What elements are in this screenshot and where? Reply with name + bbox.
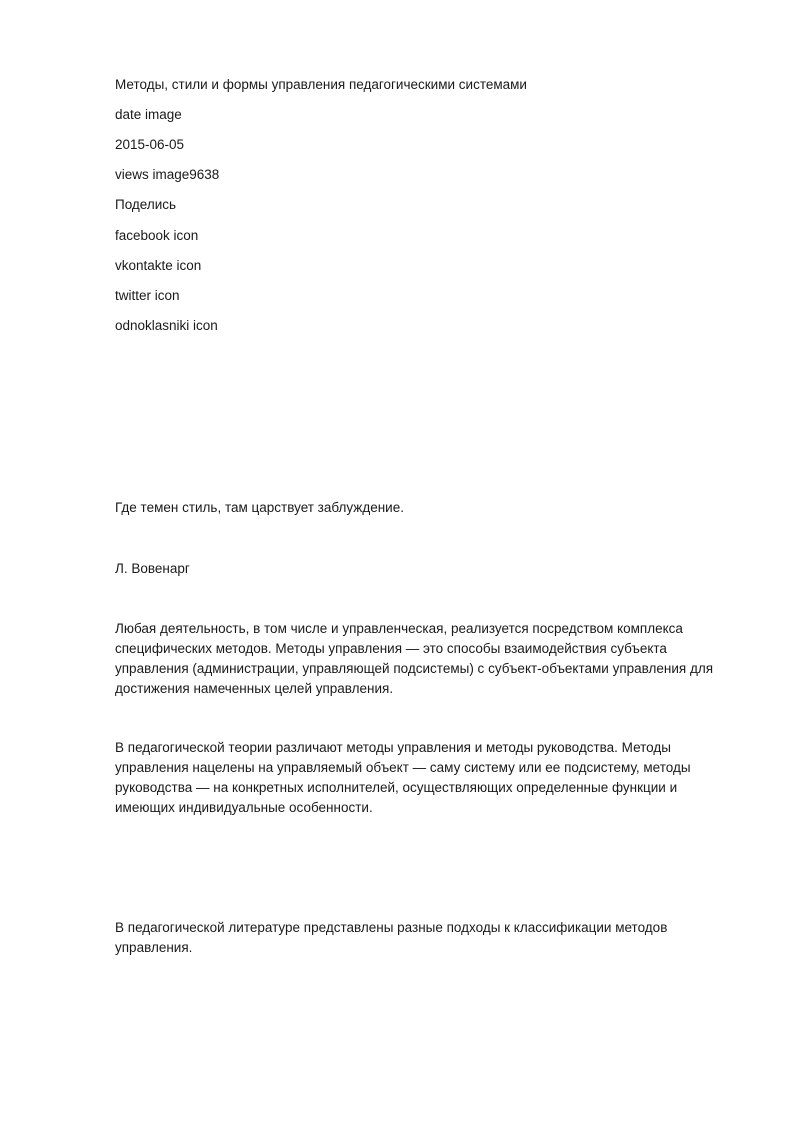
- paragraph-2: [115, 738, 725, 818]
- facebook-icon[interactable]: facebook icon: [115, 228, 199, 243]
- date-image-label: date image: [115, 107, 182, 122]
- publish-date: 2015-06-05: [115, 137, 185, 152]
- paragraph-1: [115, 619, 725, 699]
- paragraph-line: Любая деятельность, в том числе и управленческая, реализуется посредством комплекса: [115, 621, 683, 636]
- paragraph-line: управления нацелены на управляемый объект — саму систему или ее подсистему, методы: [115, 760, 691, 775]
- paragraph-line: достижения намеченных целей управления.: [115, 681, 394, 696]
- twitter-icon[interactable]: twitter icon: [115, 288, 180, 303]
- share-label: Поделись: [115, 197, 177, 212]
- paragraph-line: управления (администрации, управляющей подсистемы) с субъект-объектами управления для: [115, 661, 714, 676]
- paragraph-line: специфических методов. Методы управления — это способы взаимодействия субъекта: [115, 641, 667, 656]
- paragraph-line: имеющих индивидуальные особенности.: [115, 800, 373, 815]
- paragraph-line: В педагогической литературе представлены разные подходы к классификации методов: [115, 920, 668, 935]
- epigraph-author: Л. Вовенарг: [115, 561, 190, 576]
- odnoklassniki-icon[interactable]: odnoklasniki icon: [115, 318, 218, 333]
- paragraph-line: руководства — на конкретных исполнителей, осуществляющих определенные функции и: [115, 780, 678, 795]
- epigraph-quote: Где темен стиль, там царствует заблуждение.: [115, 500, 404, 515]
- paragraph-line: управления.: [115, 940, 193, 955]
- vkontakte-icon[interactable]: vkontakte icon: [115, 258, 202, 273]
- paragraph-line: В педагогической теории различают методы управления и методы руководства. Методы: [115, 740, 671, 755]
- paragraph-3: [115, 918, 725, 958]
- views-count: views image9638: [115, 167, 220, 182]
- article-title: Методы, стили и формы управления педагогическими системами: [115, 77, 527, 92]
